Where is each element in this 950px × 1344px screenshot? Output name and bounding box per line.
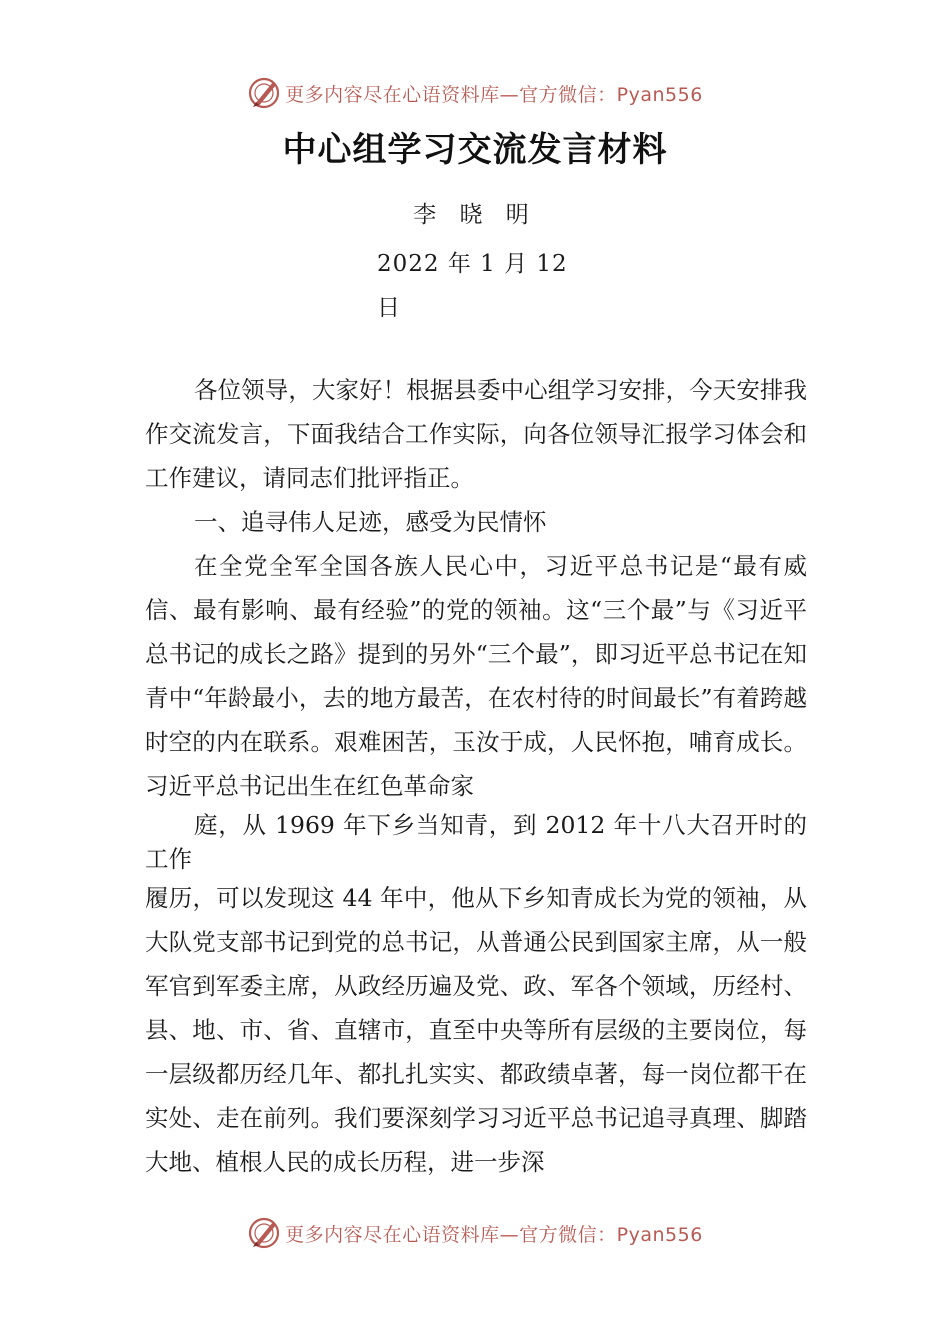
footer-watermark bbox=[0, 1213, 950, 1253]
document-date bbox=[377, 242, 577, 330]
pen-circle-logo-icon bbox=[247, 76, 281, 110]
paragraph-1-part-3: 履历，可以发现这 44 年中，他从下乡知青成长为党的领袖，从大队党支部书记到党的总书记，从普通公民到国家主席，从一般军官到军委主席，从政经历遍及党、政、军各个领域，历经村、县、地、市、省、直辖市，直至中央等所有层级的主要岗位，每一层级都历经几年、都扎扎实实、都政绩卓著，每一岗位都干在实处、走在前列。我们要深刻学习习近平总书记追寻真理、脚踏大地、植根人民的成长历程，进一步深 bbox=[145, 884, 807, 1176]
author-name: 李 晓 明 bbox=[413, 202, 537, 228]
date-line-2: 日 bbox=[377, 295, 401, 321]
header-watermark bbox=[0, 73, 950, 113]
section-heading-1: 一、追寻伟人足迹，感受为民情怀 bbox=[194, 508, 547, 536]
paragraph-1-part-1: 在全党全军全国各族人民心中，习近平总书记是“最有威信、最有影响、最有经验”的党的领袖。这“三个最”与《习近平总书记的成长之路》提到的另外“三个最”，即习近平总书记在知青中“年龄最小，去的地方最苦，在农村待的时间最长”有着跨越时空的内在联系。艰难困苦，玉汝于成，人民怀抱，哺育成长。习近平总书记出生在红色革命家 bbox=[145, 552, 807, 800]
document-title: 中心组学习交流发言材料 bbox=[282, 130, 668, 170]
document-body bbox=[145, 368, 807, 1184]
watermark-text: 更多内容尽在心语资料库—官方微信：Pyan556 bbox=[285, 1223, 703, 1246]
body-paragraph-1 bbox=[145, 544, 807, 1184]
pen-circle-logo-icon bbox=[247, 1216, 281, 1250]
date-line-1: 2022 年 1 月 12 bbox=[377, 251, 568, 277]
paragraph-1-part-2: 庭，从 1969 年下乡当知青，到 2012 年十八大召开时的工作 bbox=[145, 811, 807, 873]
intro-paragraph: 各位领导，大家好！根据县委中心组学习安排，今天安排我作交流发言，下面我结合工作实际，向各位领导汇报学习体会和工作建议，请同志们批评指正。 bbox=[145, 376, 807, 492]
watermark-text: 更多内容尽在心语资料库—官方微信：Pyan556 bbox=[285, 83, 703, 106]
